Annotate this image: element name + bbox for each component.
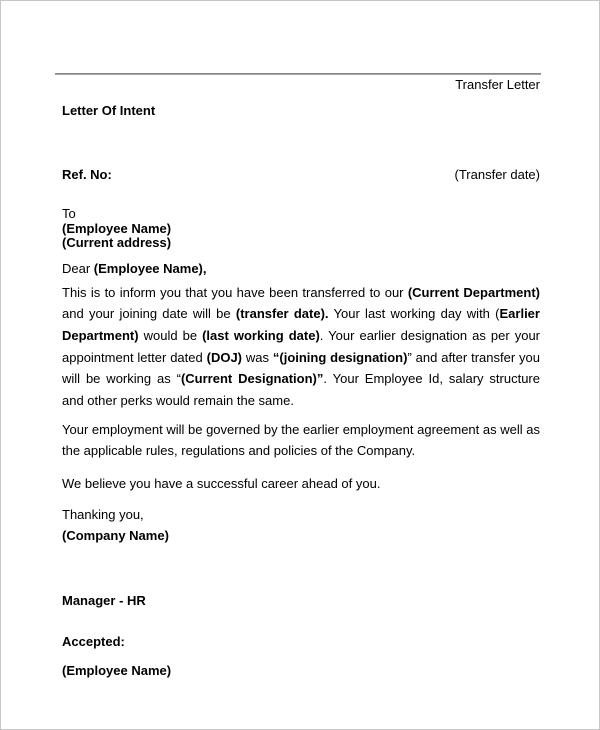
body-paragraph-transfer-details: This is to inform you that you have been transferred to our (Current Department) and your joining date will be (transfer date). Your last working day with (Earlier Department) would be (last working date). Your earlier designation as per your appointment letter dated (DOJ) was “(joining designation)” and after transfer you will be working as “(Current Designation)”. Your Employee Id, salary structure and other perks would remain the same. (62, 284, 541, 409)
accepted-label: Accepted: (62, 634, 125, 650)
employee-signature-name-placeholder: (Employee Name) (62, 663, 172, 679)
recipient-address-placeholder: (Current address) (62, 235, 172, 250)
header-rule (55, 73, 541, 75)
salutation-line: Dear (Employee Name), (62, 260, 207, 276)
recipient-block (62, 207, 540, 251)
company-name-placeholder: (Company Name) (62, 528, 169, 544)
well-wishes-line: We believe you have a successful career ahead of you. (62, 476, 381, 492)
document-type-label: Transfer Letter (455, 77, 540, 92)
to-label: To (62, 206, 76, 221)
transfer-date-placeholder: (Transfer date) (454, 167, 540, 182)
ref-no-label: Ref. No: (62, 167, 112, 182)
reference-row (62, 167, 540, 183)
thanking-line: Thanking you, (62, 507, 144, 523)
letter-content (1, 73, 599, 679)
recipient-name-placeholder: (Employee Name) (62, 220, 172, 236)
signatory-role: Manager - HR (62, 593, 146, 609)
body-paragraph-employment-terms: Your employment will be governed by the earlier employment agreement as well as the applicable rules, regulations and policies of the Company. (62, 421, 540, 459)
letter-title: Letter Of Intent (62, 103, 156, 118)
